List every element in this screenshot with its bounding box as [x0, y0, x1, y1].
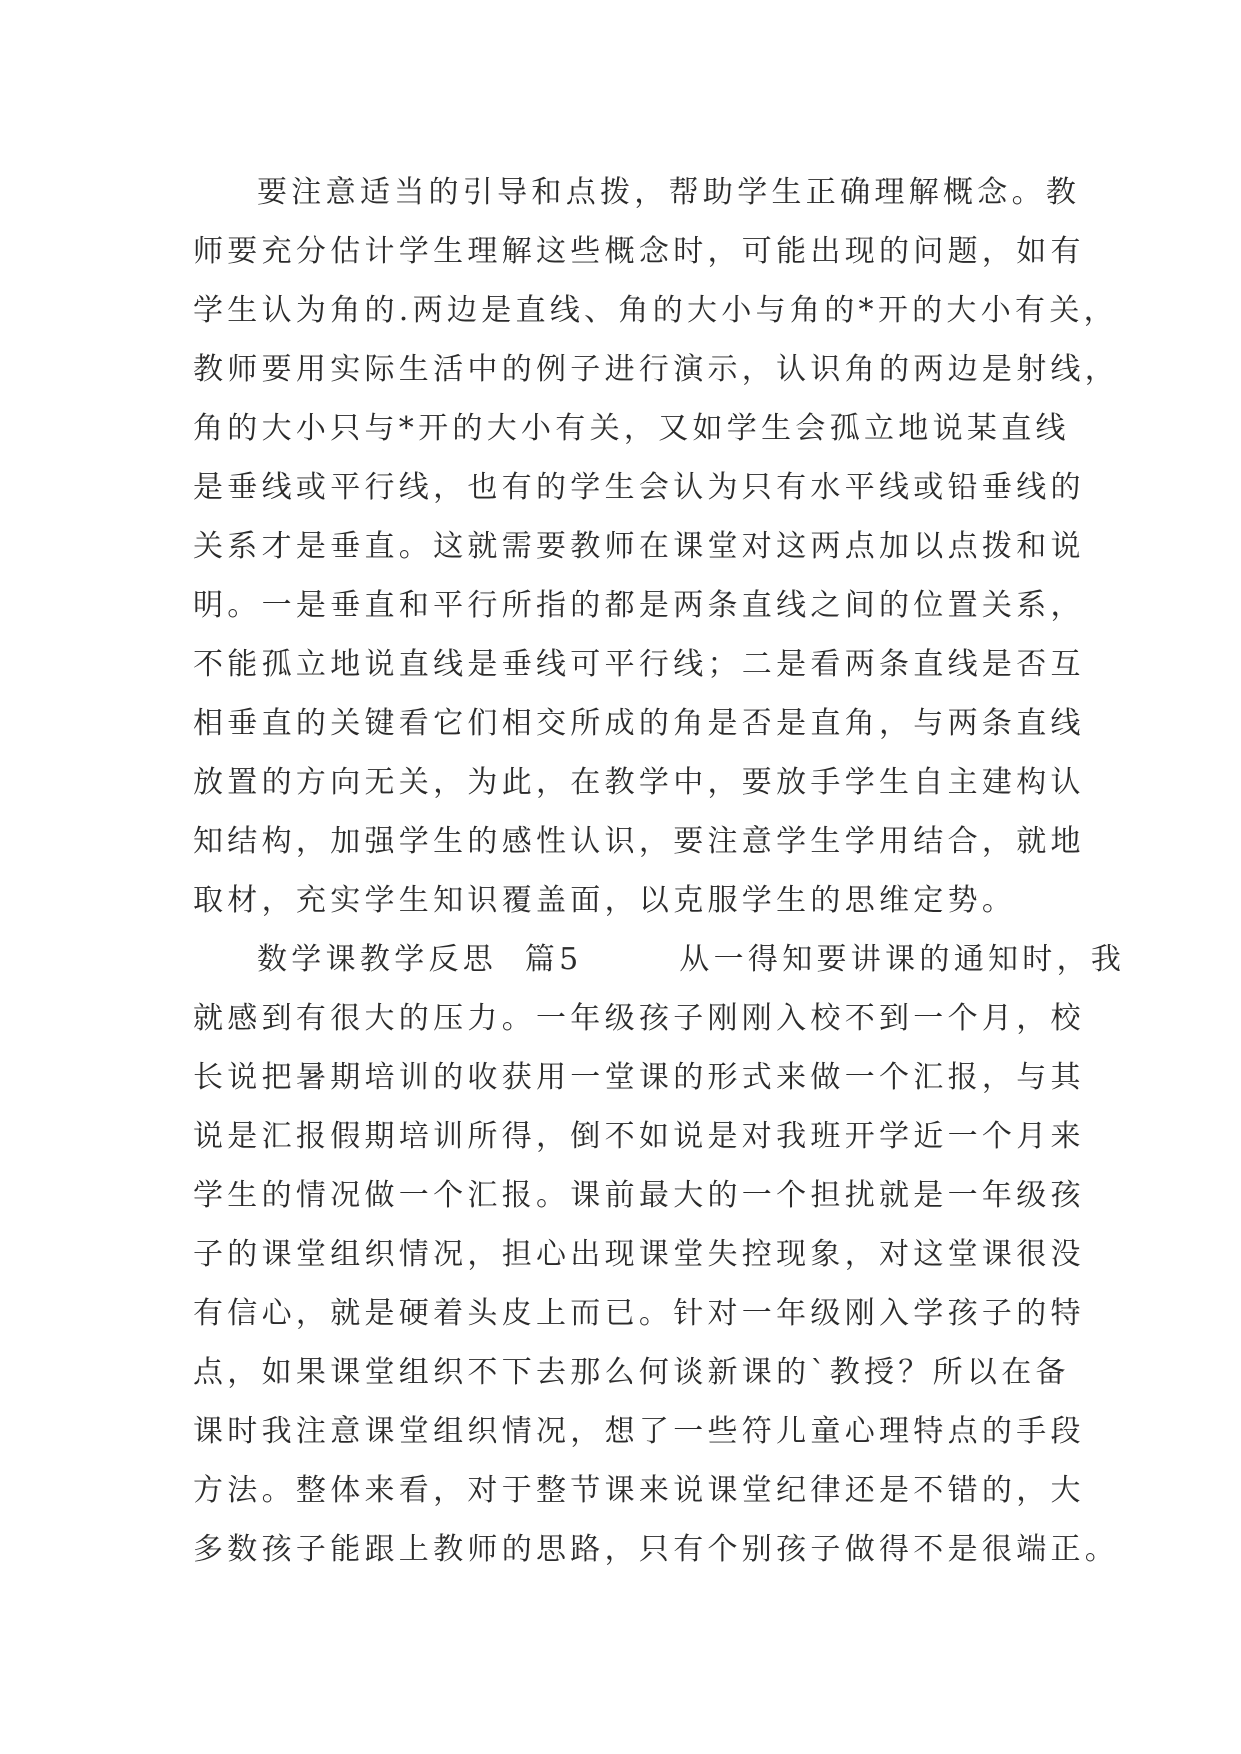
text-line: 说是汇报假期培训所得，倒不如说是对我班开学近一个月来 — [193, 1119, 1085, 1154]
text-line: 关系才是垂直。这就需要教师在课堂对这两点加以点拨和说 — [193, 529, 1085, 564]
text-line: 相垂直的关键看它们相交所成的角是否是直角，与两条直线 — [193, 706, 1085, 741]
text-line: 角的大小只与*开的大小有关，又如学生会孤立地说某直线 — [193, 411, 1070, 446]
section-heading-line: 数学课教学反思 篇5 从一得知要讲课的通知时，我 — [257, 942, 1126, 977]
text-line: 有信心，就是硬着头皮上而已。针对一年级刚入学孩子的特 — [193, 1296, 1085, 1331]
text-line: 取材，充实学生知识覆盖面，以克服学生的思维定势。 — [193, 883, 1017, 918]
text-line: 学生认为角的.两边是直线、角的大小与角的*开的大小有关， — [193, 293, 1118, 328]
text-line: 学生的情况做一个汇报。课前最大的一个担扰就是一年级孩 — [193, 1178, 1085, 1213]
text-line: 长说把暑期培训的收获用一堂课的形式来做一个汇报，与其 — [193, 1060, 1085, 1095]
text-line: 要注意适当的引导和点拨，帮助学生正确理解概念。教 — [257, 175, 1081, 210]
text-line: 师要充分估计学生理解这些概念时，可能出现的问题，如有 — [193, 234, 1085, 269]
text-line: 多数孩子能跟上教师的思路，只有个别孩子做得不是很端正。 — [193, 1532, 1120, 1567]
text-line: 不能孤立地说直线是垂线可平行线；二是看两条直线是否互 — [193, 647, 1085, 682]
text-line: 点，如果课堂组织不下去那么何谈新课的`教授？所以在备 — [193, 1355, 1070, 1390]
text-line: 方法。整体来看，对于整节课来说课堂纪律还是不错的，大 — [193, 1473, 1085, 1508]
text-line: 就感到有很大的压力。一年级孩子刚刚入校不到一个月，校 — [193, 1001, 1085, 1036]
text-line: 放置的方向无关，为此，在教学中，要放手学生自主建构认 — [193, 765, 1085, 800]
text-line: 子的课堂组织情况，担心出现课堂失控现象，对这堂课很没 — [193, 1237, 1085, 1272]
body-text — [193, 163, 1126, 1579]
text-line: 课时我注意课堂组织情况，想了一些符儿童心理特点的手段 — [193, 1414, 1085, 1449]
text-line: 是垂线或平行线，也有的学生会认为只有水平线或铅垂线的 — [193, 470, 1085, 505]
text-line: 知结构，加强学生的感性认识，要注意学生学用结合，就地 — [193, 824, 1085, 859]
text-line: 教师要用实际生活中的例子进行演示，认识角的两边是射线， — [193, 352, 1120, 387]
text-line: 明。一是垂直和平行所指的都是两条直线之间的位置关系， — [193, 588, 1085, 623]
